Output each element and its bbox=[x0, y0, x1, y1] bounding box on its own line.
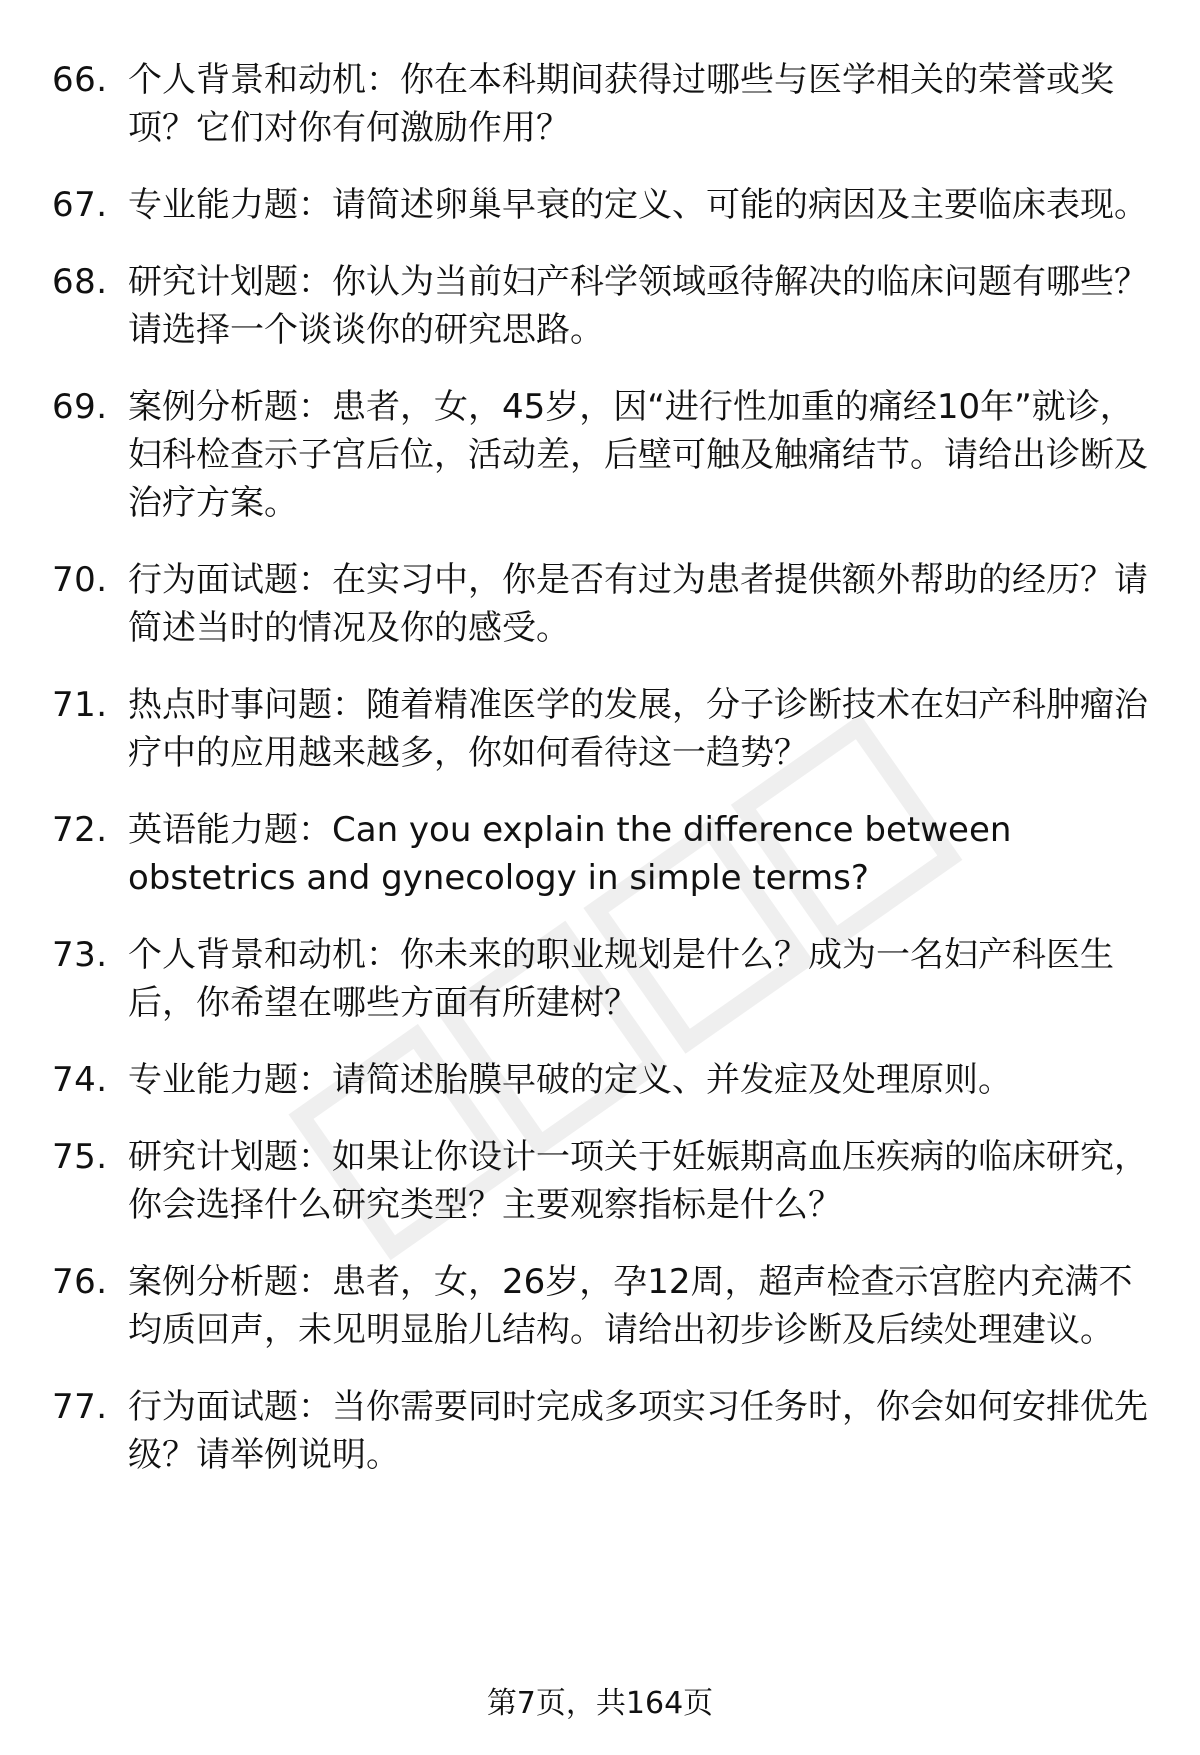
question-text: 个人背景和动机：你在本科期间获得过哪些与医学相关的荣誉或奖项？它们对你有何激励作用？ bbox=[128, 60, 1114, 148]
question-item bbox=[52, 931, 1152, 1027]
page-footer: 第7页，共164页 bbox=[486, 1686, 714, 1721]
question-text: 行为面试题：在实习中，你是否有过为患者提供额外帮助的经历？请简述当时的情况及你的感受。 bbox=[128, 560, 1148, 648]
question-number: 72. bbox=[52, 810, 108, 850]
question-number: 74. bbox=[52, 1060, 108, 1100]
question-text: 专业能力题：请简述胎膜早破的定义、并发症及处理原则。 bbox=[128, 1060, 1012, 1100]
question-number: 70. bbox=[52, 560, 108, 600]
question-number: 67. bbox=[52, 185, 108, 225]
question-item bbox=[52, 1258, 1152, 1354]
question-number: 66. bbox=[52, 60, 108, 100]
question-list bbox=[52, 56, 1152, 1508]
question-item bbox=[52, 258, 1152, 354]
question-text: 热点时事问题：随着精准医学的发展，分子诊断技术在妇产科肿瘤治疗中的应用越来越多，你如何看待这一趋势？ bbox=[128, 685, 1148, 773]
question-text: 案例分析题：患者，女，26岁，孕12周，超声检查示宫腔内充满不均质回声，未见明显胎儿结构。请给出初步诊断及后续处理建议。 bbox=[128, 1262, 1133, 1350]
question-item bbox=[52, 681, 1152, 777]
question-number: 68. bbox=[52, 262, 108, 302]
question-item bbox=[52, 806, 1152, 902]
question-text: 案例分析题：患者，女，45岁，因“进行性加重的痛经10年”就诊，妇科检查示子宫后位，活动差，后壁可触及触痛结节。请给出诊断及治疗方案。 bbox=[128, 387, 1148, 523]
question-item bbox=[52, 1133, 1152, 1229]
question-item bbox=[52, 1383, 1152, 1479]
question-number: 75. bbox=[52, 1137, 108, 1177]
question-number: 77. bbox=[52, 1387, 108, 1427]
question-item bbox=[52, 181, 1152, 229]
question-number: 76. bbox=[52, 1262, 108, 1302]
question-text: 研究计划题：如果让你设计一项关于妊娠期高血压疾病的临床研究，你会选择什么研究类型？主要观察指标是什么？ bbox=[128, 1137, 1148, 1225]
question-number: 71. bbox=[52, 685, 108, 725]
question-item bbox=[52, 1056, 1152, 1104]
question-number: 73. bbox=[52, 935, 108, 975]
question-item bbox=[52, 556, 1152, 652]
question-text: 研究计划题：你认为当前妇产科学领域亟待解决的临床问题有哪些？请选择一个谈谈你的研究思路。 bbox=[128, 262, 1148, 350]
question-text: 行为面试题：当你需要同时完成多项实习任务时，你会如何安排优先级？请举例说明。 bbox=[128, 1387, 1148, 1475]
question-item bbox=[52, 56, 1152, 152]
question-item bbox=[52, 383, 1152, 527]
question-number: 69. bbox=[52, 387, 108, 427]
question-text: 专业能力题：请简述卵巢早衰的定义、可能的病因及主要临床表现。 bbox=[128, 185, 1148, 225]
question-text: 英语能力题：Can you explain the difference between obstetrics and gynecology in simple terms? bbox=[128, 810, 1012, 898]
question-text: 个人背景和动机：你未来的职业规划是什么？成为一名妇产科医生后，你希望在哪些方面有所建树？ bbox=[128, 935, 1114, 1023]
